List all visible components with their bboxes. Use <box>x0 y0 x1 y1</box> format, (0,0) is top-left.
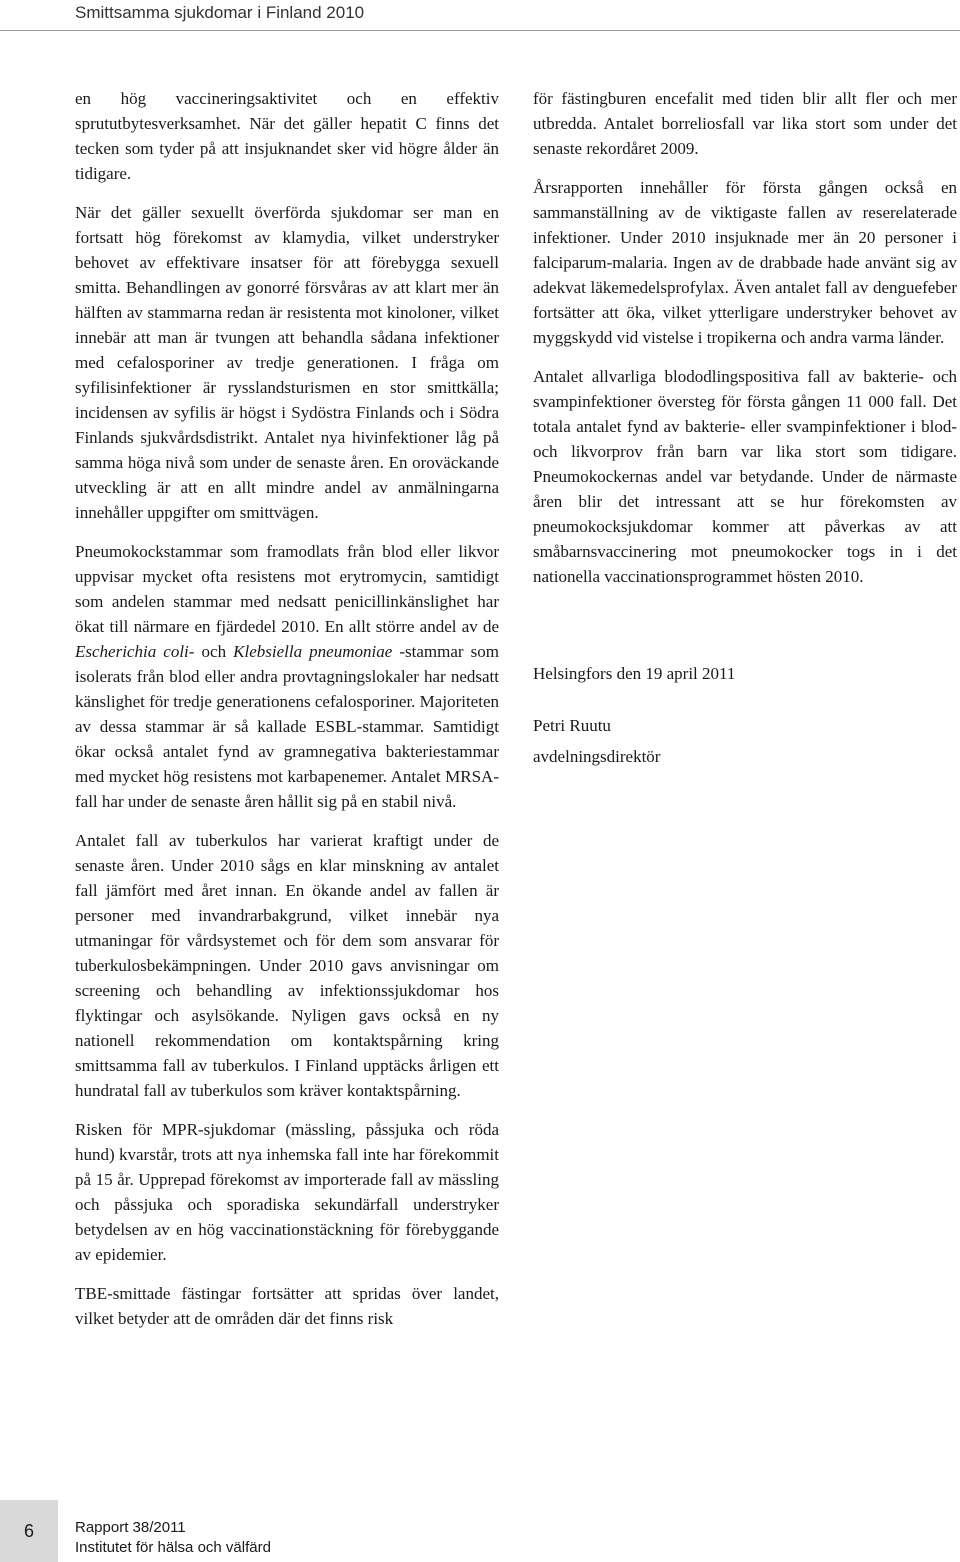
paragraph-travel-infections: Årsrapporten innehåller för första gången också en sammanställning av de viktigaste fallen av reserelaterade infektioner. Under 2010 insjuknade mer än 20 personer i falciparum-malaria. Ingen av de drabbade hade använt sig av adekvat läkemedelsprofylax. Även antalet fall av denguefeber fortsätter att öka, vilket ytterligare understryker behovet av myggskydd vid vistelse i tropikerna och andra varma länder. <box>533 178 957 347</box>
paragraph-mpr: Risken för MPR-sjukdomar (mässling, påssjuka och röda hund) kvarstår, trots att nya inhemska fall inte har förekommit på 15 år. Upprepad förekomst av importerade fall av mässling och påssjuka och sporadiska sekundärfall understryker betydelsen av en hög vaccinationstäckning för förebyggande av epidemier. <box>75 1120 499 1264</box>
left-column <box>75 86 499 1345</box>
resistance-text-3: -stammar som isolerats från blod eller andra provtagningslokaler har nedsatt känslighet för tredje generationens cefalosporiner. Majoriteten av dessa stammar är så kallade ESBL-stammar. Samtidigt ökar också antalet fynd av gramnegativa bakteriestammar med mycket hög resistens mot karbapenemer. Antalet MRSA-fall har under de senaste åren hållit sig på en stabil nivå. <box>75 642 499 811</box>
klebsiella-term: Klebsiella pneumoniae <box>233 642 393 661</box>
paragraph-sexually-transmitted: När det gäller sexuellt överförda sjukdomar ser man en fortsatt hög förekomst av klamydia, vilket understryker behovet av effektivare insatser för att förebygga sexuell smitta. Behandlingen av gonorré försvåras av att klart mer än hälften av stammarna redan är resistenta mot kinoloner, vilket innebär att man är tvungen att behandla sådana infektioner med cefalosporiner av tredje generationen. I fråga om syfilisinfektioner är rysslandsturismen en stor smittkälla; incidensen av syfilis är högst i Sydöstra Finlands och i Södra Finlands sjukvårdsdistrikt. Antalet nya hivinfektioner låg på samma höga nivå som under de senaste åren. En oroväckande utveckling är att en allt mindre andel av anmälningarna innehåller uppgifter om smittvägen. <box>75 203 499 522</box>
running-header <box>0 0 960 31</box>
paragraph-resistance <box>75 539 499 814</box>
paragraph-tbe: TBE-smittade fästingar fortsätter att spridas över landet, vilket betyder att de områden där det finns risk <box>75 1284 499 1328</box>
signature-block <box>533 661 957 772</box>
footer-text <box>75 1518 271 1558</box>
paragraph-tuberculosis: Antalet fall av tuberkulos har varierat kraftigt under de senaste åren. Under 2010 sågs en klar minskning av antalet fall jämfört med året innan. En ökande andel av fallen är personer med invandrarbakgrund, vilket innebär nya utmaningar för vårdsystemet och för dem som ansvarar för tuberkulosbekämpningen. Under 2010 gavs anvisningar om screening och behandling av infektionssjukdomar hos flyktingar och asylsökande. Nyligen gavs också en ny nationell rekommendation om kontaktspårning kring smittsamma fall av tuberkulos. I Finland upptäcks årligen ett hundratal fall av tuberkulos som kräver kontaktspårning. <box>75 831 499 1100</box>
paragraph-borreliosis: för fästingburen encefalit med tiden blir allt fler och mer utbredda. Antalet borreliosfall var lika stort som under det senaste rekordåret 2009. <box>533 89 957 158</box>
signatory-title: avdelningsdirektör <box>533 747 661 766</box>
running-header-title: Smittsamma sjukdomar i Finland 2010 <box>75 3 365 22</box>
page-number: 6 <box>0 1500 58 1562</box>
right-column <box>533 86 957 772</box>
resistance-text-2: - och <box>188 642 234 661</box>
report-number: Rapport 38/2011 <box>75 1519 186 1536</box>
resistance-text-1: Pneumokockstammar som framodlats från blod eller likvor uppvisar mycket ofta resistens mot erytromycin, samtidigt som andelen stammar med nedsatt penicillinkänslighet har ökat till närmare en fjärdedel 2010. En allt större andel av de <box>75 542 499 636</box>
institute-name: Institutet för hälsa och välfärd <box>75 1539 271 1556</box>
escherichia-coli-term: Escherichia coli <box>75 642 189 661</box>
page-footer <box>0 1500 960 1562</box>
signatory-name: Petri Ruutu <box>533 716 611 735</box>
paragraph-hepatitis: en hög vaccineringsaktivitet och en effektiv sprututbytesverksamhet. När det gäller hepatit C finns det tecken som tyder på att insjuknandet sker vid högre ålder än tidigare. <box>75 89 499 183</box>
place-date: Helsingfors den 19 april 2011 <box>533 664 736 683</box>
paragraph-blood-infections: Antalet allvarliga blododlingspositiva fall av bakterie- och svampinfektioner översteg för första gången 11 000 fall. Det totala antalet fynd av bakterie- eller svampinfektioner i blod- och likvorprov från barn var lika stort som tidigare. Pneumokockernas andel var betydande. Under de närmaste åren blir det intressant att se hur förekomsten av pneumokocksjukdomar kommer att påverkas av att småbarnsvaccinering mot pneumokocker togs in i det nationella vaccinationsprogrammet hösten 2010. <box>533 367 957 586</box>
